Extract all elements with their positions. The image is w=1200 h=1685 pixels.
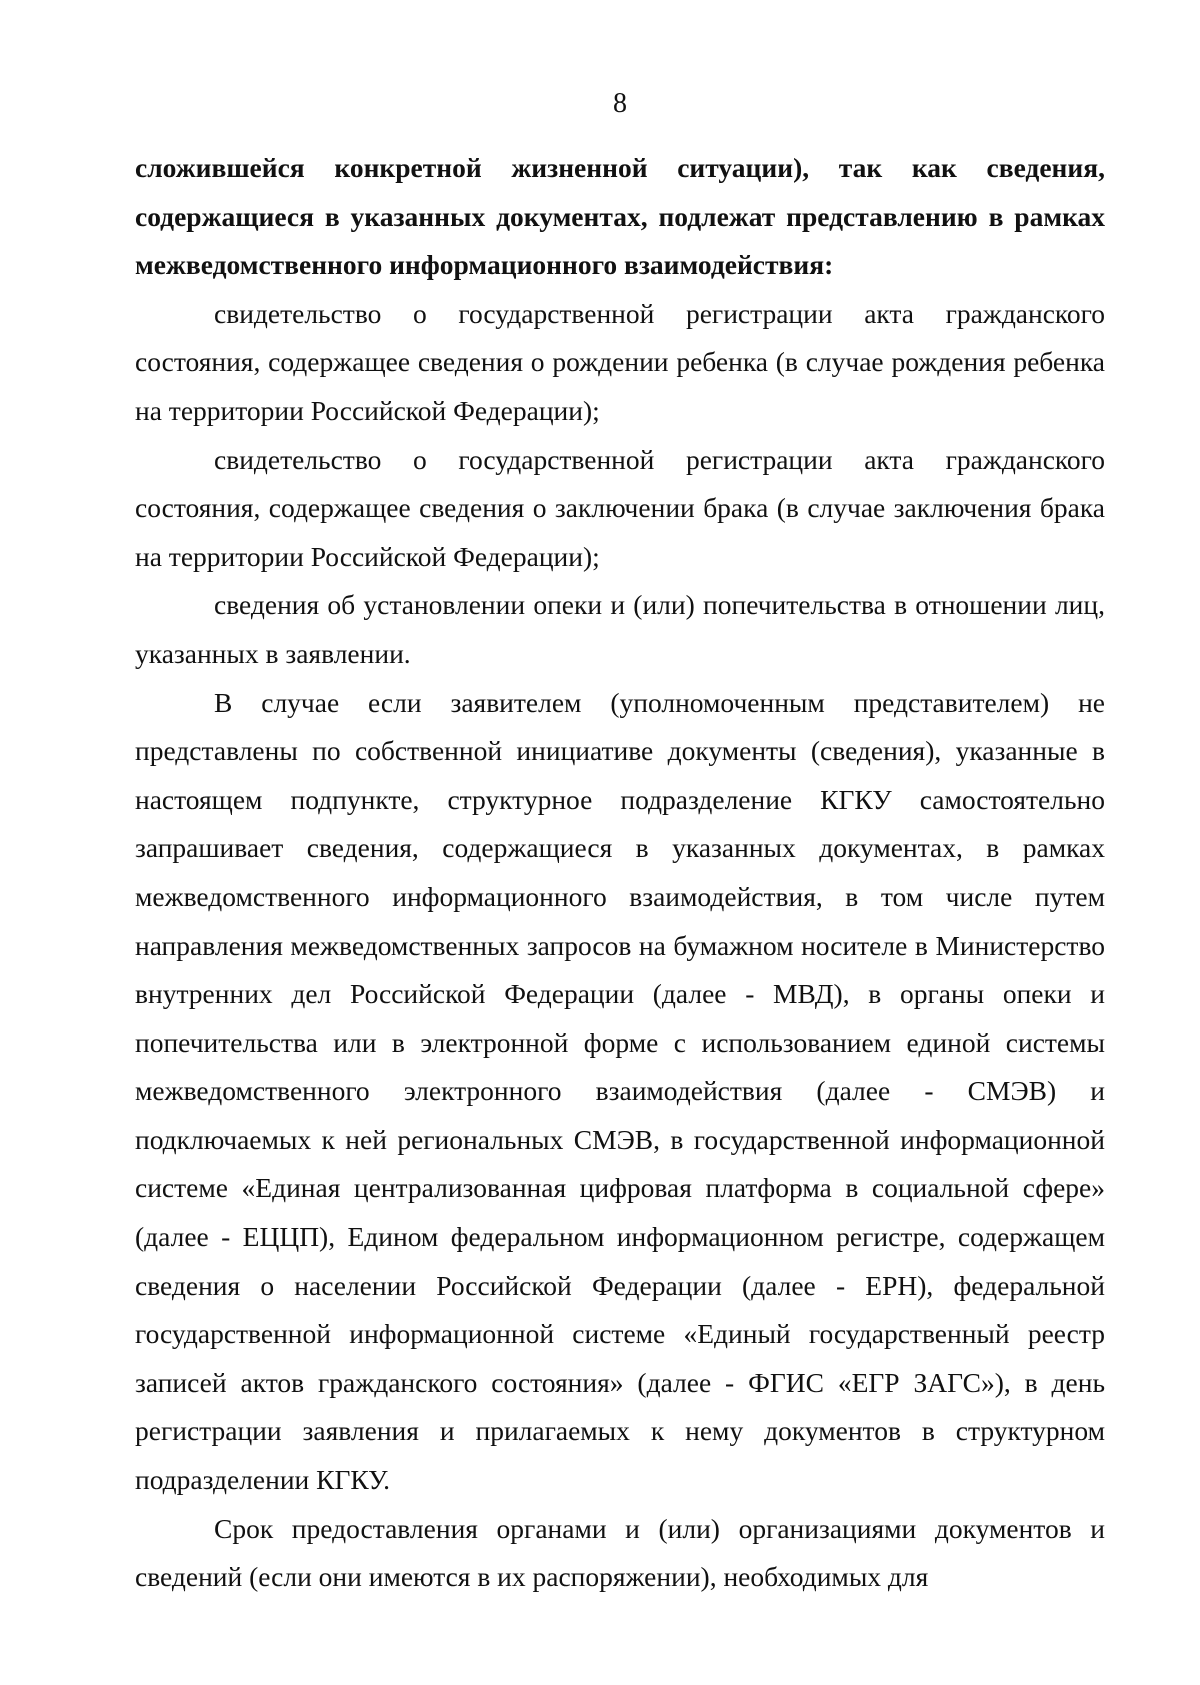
paragraph-birth-certificate: свидетельство о государственной регистрации акта гражданского состояния, содержащее сведения о рождении ребенка (в случае рождения ребенка на территории Российской Федерации); bbox=[135, 297, 1105, 426]
paragraph-response-deadline: Срок предоставления органами и (или) организациями документов и сведений (если они имеются в их распоряжении), необходимых для bbox=[135, 1512, 1105, 1593]
paragraph-interagency-request: В случае если заявителем (уполномоченным представителем) не представлены по собственной инициативе документы (сведения), указанные в настоящем подпункте, структурное подразделение КГКУ самостоятельно запрашивает сведения, содержащиеся в указанных документах, в рамках межведомственного информационного взаимодействия, в том числе путем направления межведомственных запросов на бумажном носителе в Министерство внутренних дел Российской Федерации (далее - МВД), в органы опеки и попечительства или в электронной форме с использованием единой системы межведомственного электронного взаимодействия (далее - СМЭВ) и подключаемых к ней региональных СМЭВ, в государственной информационной системе «Единая централизованная цифровая платформа в социальной сфере» (далее - ЕЦЦП), Едином федеральном информационном регистре, содержащем сведения о населении Российской Федерации (далее - ЕРН), федеральной государственной информационной системе «Единый государственный реестр записей актов гражданского состояния» (далее - ФГИС «ЕГР ЗАГС»), в день регистрации заявления и прилагаемых к нему документов в структурном подразделении КГКУ. bbox=[135, 686, 1105, 1496]
page-number: 8 bbox=[613, 88, 627, 119]
paragraph-bold-intro: сложившейся конкретной жизненной ситуации), так как сведения, содержащиеся в указанных документах, подлежат представлению в рамках межведомственного информационного взаимодействия: bbox=[135, 152, 1105, 281]
paragraph-marriage-certificate: свидетельство о государственной регистрации акта гражданского состояния, содержащее сведения о заключении брака (в случае заключения брака на территории Российской Федерации); bbox=[135, 443, 1105, 572]
document-body bbox=[135, 144, 1105, 1602]
paragraph-guardianship: сведения об установлении опеки и (или) попечительства в отношении лиц, указанных в заявлении. bbox=[135, 589, 1105, 669]
